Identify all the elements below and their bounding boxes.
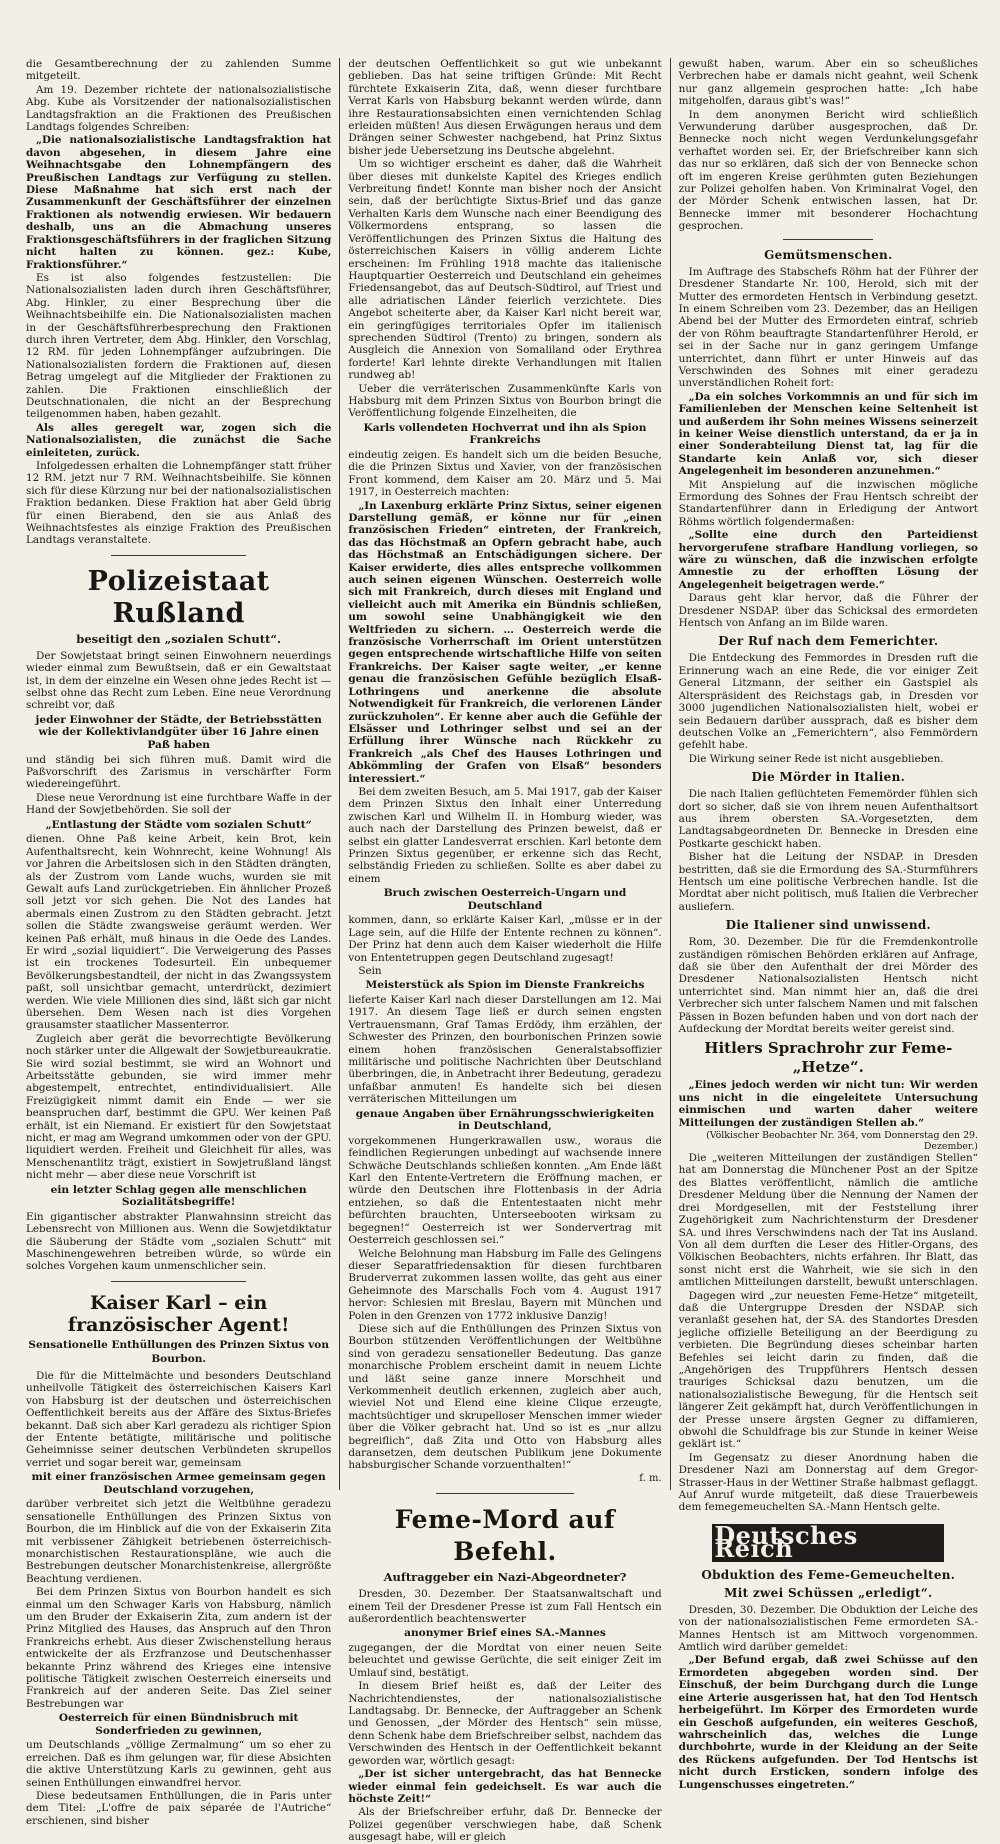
inline-subhead: Karls vollendeten Hochverrat und ihn als Spion Frankreichs: [363, 421, 647, 447]
article-quote: „Die nationalsozialistische Landtagsfraktion hat davon abgesehen, in diesem Jahre eine Weihnachtsgabe den Lohnempfängern des Preußischen Landtags zur Verfügung zu stellen. Diese Maßnahme hat sich erst nach der Zusammenkunft der Geschäftsführer der einzelnen Fraktionen als notwendig erwiesen. Wir bedauern deshalb, uns an die Abmachung unseres Fraktionsgeschäftsführers in der fraglichen Sitzung nicht halten zu können. gez.: Kube, Fraktionsführer.“: [26, 134, 332, 271]
subheadline-polizeistaat: beseitigt den „sozialen Schutt“.: [76, 631, 282, 646]
article-text: Ueber die verräterischen Zusammenkünfte Karls von Habsburg mit dem Prinzen Sixtus von Bourbon bringt die Veröffentlichung folgende Einzelheiten, die: [348, 382, 662, 420]
section-banner-deutsches-reich: [712, 1521, 944, 1563]
article-text: Im Gegensatz zu dieser Anordnung haben die Dresdener Nazi am Donnerstag auf dem Gregor-Strasser-Haus in der Wettiner Straße halbmast geflaggt. Auf Anruf wurde mitgeteilt, daß diese Trauerbeweis dem femegemeuchelten SA.-Mann Hentsch gelte.: [678, 1451, 978, 1514]
article-text: Diese neue Verordnung ist eine furchtbare Waffe in der Hand der Sowjetbehörden. Sie soll der: [26, 791, 332, 817]
article-quote: „Eines jedoch werden wir nicht tun: Wir werden uns nicht in die eingeleitete Untersuchung einmischen und warten daher weitere Mitteilungen der zuständigen Stellen ab.“: [678, 1079, 978, 1129]
inline-subhead: mit einer französischen Armee gemeinsam gegen Deutschland vorzugehen,: [31, 1471, 326, 1496]
article-quote: „Sollte eine durch den Parteidienst hervorgerufene strafbare Handlung vorliegen, so wäre zu wünschen, daß die inzwischen erfolgte Amnestie zu der erhofften Lösung der Angelegenheit beigetragen werde.“: [678, 529, 978, 591]
article-text: Daraus geht klar hervor, daß die Führer der Dresdener NSDAP. über das Schicksal des ermordeten Hentsch von Anfang an im Bilde waren.: [678, 592, 978, 630]
article-text: Ein gigantischer abstrakter Planwahnsinn streicht das Lebensrecht von Millionen aus. Wenn die Sowjetdiktatur die Säuberung der Städte vom „sozialen Schutt“ mit Maschinengewehren betreiben würde, so würde ein solches Vorgehen kaum unmenschlicher sein.: [26, 1210, 332, 1273]
article-text: zugegangen, der die Mordtat von einer neuen Seite beleuchtet und gewisse Gerüchte, die seit einiger Zeit im Umlauf sind, bestätigt.: [348, 1642, 662, 1679]
article-text: Dagegen wird „zur neuesten Feme-Hetze“ mitgeteilt, daß die Untergruppe Dresden der NSDAP. sich veranlaßt gesehen hat, der SA. des Standortes Dresden jegliche offizielle Beteiligung an der Beerdigung zu verbieten. Die Begründung dieses scheinbar harten Befehles sei leicht darin zu finden, daß die „Angehörigen des Truppführers Hentsch dessen trauriges Schicksal dazu benutzen, um die nationalsozialistische Bewegung, für die Hentsch seit längerer Zeit gekämpft hat, durch Veröffentlichungen in der Presse unsere ärgsten Gegner zu diffamieren, obwohl die Schuldfrage bis zur Stunde in keiner Weise geklärt ist.“: [678, 1289, 978, 1451]
article-quote: „Da ein solches Vorkommnis an und für sich im Familienleben der Menschen keine Seltenheit ist und außerdem ihr Sohn meines Wissens seinerzeit in keiner Weise dienstlich unterstand, da er ja in einer Sonderabteilung Dienst tat, lag für die Standarte kein Anlaß vor, sich dieser Angelegenheit im besonderen anzunehmen.“: [678, 390, 978, 478]
article-text: vorgekommenen Hungerkrawallen usw., woraus die feindlichen Regierungen unbedingt auf wachsende innere Schwäche Deutschlands schließen konnten. „Am Ende läßt Karl den Entente-Vertretern die Eröffnung machen, er würde den Deutschen ihre Flottenbasis in der Adria entziehen, so daß die Ententestaaten nicht mehr befürchten brauchten, Unterseebooten wirksam zu begegnen!“ Oesterreich ist wer Sondervertrag mit Oesterreich geschlossen sei.“: [348, 1134, 662, 1247]
article-text: Dresden, 30. Dezember. Der Staatsanwaltschaft und einem Teil der Dresdener Presse ist zum Fall Hentsch ein außerordentlich beachtenswerter: [348, 1588, 662, 1626]
inline-subhead: Bruch zwischen Oesterreich-Ungarn und Deutschland: [383, 887, 627, 912]
article-text: eindeutig zeigen. Es handelt sich um die beiden Besuche, die die Prinzen Sixtus und Xavier, von der französischen Front kommend, dem Kaiser am 20. März und 5. Mai 1917, in Oesterreich machten:: [348, 448, 662, 499]
headline-sprachrohr: Hitlers Sprachrohr zur Feme-„Hetze“.: [704, 1039, 953, 1077]
article-text: die Gesamtberechnung der zu zahlenden Summe mitgeteilt.: [26, 58, 332, 83]
headline-obduktion: Obduktion des Feme-Gemeuchelten.: [701, 1567, 956, 1582]
separator-rule: [436, 1493, 574, 1494]
article-text: darüber verbreitet sich jetzt die Weltbühne geradezu sensationelle Enthüllungen des Prinzen Sixtus von Bourbon, die im Hinblick auf die von der Exkaiserin Zita mit verbissener Zähigkeit betriebenen österreichisch-monarchistischen Restaurationspläne, wie auch die Bestrebungen deutscher Monarchistenkreise, allergrößte Beachtung verdienen.: [26, 1498, 332, 1585]
article-text: Zugleich aber gerät die bevorrechtigte Bevölkerung noch stärker unter die Allgewalt der Sowjetbureaukratie. Sie wird sozial bestimmt, sie wird an Wohnort und Arbeitsstätte gebunden, sie wird immer mehr abgestempelt, entrechtet, entindividualisiert. Alle Freizügigkeit nimmt damit ein Ende — wer sie beanspruchen darf, bestimmt die GPU. Wer keinen Paß erhält, ist ein Niemand. Er existiert für den Sowjetstaat nicht, er mag am Wegrand umkommen oder von der GPU. liquidiert werden. Freiheit und Gleichheit für alles, was Menschenantlitz trägt, existiert in Sowjetrußland längst nicht mehr — aber diese neue Vorschrift ist: [26, 1032, 332, 1182]
section-banner-label: Deutsches Reich: [714, 1521, 858, 1563]
article-text: Die Entdeckung des Femmordes in Dresden ruft die Erinnerung wach an eine Rede, die vor einiger Zeit General Litzmann, der seither ein Gastspiel als Alterspräsident des Reichstags gab, in Dresden vor 3000 jugendlichen Nationalsozialisten hielt, wobei er sein Bedauern darüber aussprach, daß es bisher dem deutschen Volke an „Femerichtern“, also Femmördern gefehlt habe.: [678, 652, 978, 752]
article-quote: „In Laxenburg erklärte Prinz Sixtus, seiner eigenen Darstellung gemäß, er könne nur für „einen französischen Frieden“ eintreten, der Frankreich, das das Höchstmaß an Opfern gebracht habe, auch das Höchstmaß an Entschädigungen sichere. Der Kaiser erwiderte, dies alles entspreche vollkommen auch seinen eigenen Wünschen. Oesterreich wolle sich mit Frankreich, durch dieses mit England und vielleicht auch mit Amerika ein Bündnis schließen, um sowohl seine Unabhängigkeit wie den Weltfrieden zu sichern. … Oesterreich werde die französische Vorherrschaft im Orient unterstützen gegen entsprechende wirtschaftliche Hilfe von seiten Frankreichs. Der Kaiser sagte weiter, „er kenne genau die französischen Gefühle bezüglich Elsaß-Lothringens und anerkenne die absolute Notwendigkeit für Frankreich, die verlorenen Länder zurückzuholen“. Er kenne aber auch die Gefühle der Elsässer und Lothringer selbst und sei an der Erfüllung ihrer Wünsche nach Rückkehr zu Frankreich „als Chef des Hauses Lothringen und Abkömmling der Grafen von Elsaß“ besonders interessiert.“: [348, 499, 662, 785]
article-text: Dresden, 30. Dezember. Die Obduktion der Leiche des von der nationalsozialistischen Feme ermordeten SA.-Mannes Hentsch ist am Mittwoch vorgenommen. Amtlich wird darüber gemeldet:: [678, 1603, 978, 1654]
inline-subhead: genaue Angaben über Ernährungsschwierigkeiten in Deutschland,: [355, 1107, 655, 1133]
inline-subhead: Meisterstück als Spion im Dienste Frankreichs: [365, 979, 645, 992]
article-text: Um so wichtiger erscheint es daher, daß die Wahrheit über dieses mit dunkelste Kapitel des Krieges endlich Verbreitung findet! Konnte man bisher noch der Ansicht sein, daß der berüchtigte Sixtus-Brief und das ganze Verhalten Karls dem Wunsche nach einer Beendigung des Völkermordens entsprang, so lassen die Veröffentlichungen des Prinzen Sixtus die Haltung des österreichischen Kaisers in völlig anderem Lichte erscheinen: Im Frühling 1918 machte das italienische Hauptquartier Oesterreich und Deutschland ein geheimes Friedensangebot, das auf Deutsch-Südtirol, auf Triest und alle adriatischen Länder feierlich verzichtete. Dies Angebot scheiterte aber, da Kaiser Karl nicht bereit war, ein geringfügiges territoriales Opfer im italienisch sprechenden Südtirol (Trento) zu bringen, sondern als Ausgleich die Annexion von Somaliland oder Erythrea forderte! Karl lehnte direkte Verhandlungen mit Italien rundweg ab!: [348, 158, 662, 382]
inline-subhead: ein letzter Schlag gegen alle menschlichen Sozialitätsbegriffe!: [50, 1183, 307, 1209]
article-text: In diesem Brief heißt es, daß der Leiter des Nachrichtendienstes, der nationalsozialistische Landtagsabg. Dr. Bennecke, der Auftraggeber an Schenk und Genossen, „der Mörder des Hentsch“ sein müsse, denn Schenk habe dem Briefschreiber selbst, nachdem das Verschwinden des Hentsch in der Oeffentlichkeit bekannt geworden war, wörtlich gesagt:: [348, 1680, 662, 1767]
article-text: Als alles geregelt war, zogen sich die Nationalsozialisten, die zunächst die Sache einleiteten, zurück.: [26, 421, 332, 459]
article-text: Am 19. Dezember richtete der nationalsozialistische Abg. Kube als Vorsitzender der nationalsozialistischen Landtagsfraktion an die Fraktionen des Preußischen Landtags folgendes Schreiben:: [26, 83, 332, 134]
inline-subhead: „Entlastung der Städte vom sozialen Schutt“: [45, 818, 312, 831]
column-3: [671, 58, 986, 1791]
headline-femerichter: Der Ruf nach dem Femerichter.: [718, 634, 939, 649]
article-text: kommen, dann, so erklärte Kaiser Karl, „müsse er in der Lage sein, auf die Hilfe der Entente rechnen zu können“. Der Prinz hat denn auch dem Kaiser wiederholt die Hilfe von Ententetruppen gegen Deutschland zugesagt!: [348, 914, 662, 964]
article-quote: „Der ist sicher untergebracht, das hat Bennecke wieder einmal fein gedeichselt. Es war auch die höchste Zeit!“: [348, 1768, 662, 1805]
separator-rule: [783, 239, 873, 240]
article-text: Mit Anspielung auf die inzwischen mögliche Ermordung des Sohnes der Frau Hentsch schreibt der Standartenführer dann in Erledigung der Antwort Röhms wörtlich folgendermaßen:: [678, 478, 978, 528]
article-text: um Deutschlands „völlige Zermalmung“ um so eher zu erreichen. Daß es ihm gelungen war, für diese Absichten die aktive Unterstützung Karls zu gewinnen, geht aus seinen Enthüllungen einwandfrei hervor.: [26, 1739, 332, 1789]
article-text: Diese bedeutsamen Enthüllungen, die in Paris unter dem Titel: „L'offre de paix séparée de l'Autriche“ erschienen, sind bisher: [26, 1790, 332, 1827]
article-text: In dem anonymen Bericht wird schließlich Verwunderung darüber ausgesprochen, daß Dr. Bennecke noch nicht wegen Verdunkelungsgefahr verhaftet worden sei. Er, der Briefschreiber kann sich das nur so erklären, daß sich der von Bennecke schon oft im engeren Kreise gerühmten guten Beziehungen zur Polizei geholfen haben. Von Kriminalrat Vogel, den der Mörder Schenk entwischen lassen, hat Dr. Bennecke immer mit besonderer Hochachtung gesprochen.: [678, 108, 978, 233]
inline-subhead: jeder Einwohner der Städte, der Betriebsstätten wie der Kollektivlandgüter über 16 Jahre einen Paß haben: [35, 713, 322, 752]
headline-moerder-italien: Die Mörder in Italien.: [751, 770, 906, 785]
source-note: (Völkischer Beobachter Nr. 364, vom Donnerstag den 29. Dezember.): [706, 1130, 978, 1153]
article-text: Die „weiteren Mitteilungen der zuständigen Stellen“ hat am Donnerstag die Münchener Post an der Spitze des Blattes veröffentlicht, nämlich die amtliche Dresdener Meldung über die Nennung der Namen der drei Mordgesellen, mit der Feststellung ihrer Zugehörigkeit zum Nachrichtensturm der Dresdener SA. und ihres Verschwindens nach der Tat ins Ausland. Von all dem durften die Leser des Hitler-Organs, des Völkischen Beobachters, nichts erfahren. Ihr Blatt, das sonst nicht erst die Wahrheit, wie sie sich in den amtlichen Mitteilungen darstellt, bewußt unterschlagen.: [678, 1152, 978, 1289]
headline-italiener: Die Italiener sind unwissend.: [725, 918, 932, 933]
article-text: Die für die Mittelmächte und besonders Deutschland unheilvolle Tätigkeit des österreichischen Kaisers Karl von Habsburg ist der deutschen und österreichischen Oeffentlichkeit bereits aus der Affäre des Sixtus-Briefes bekannt. Daß sich aber Karl geradezu als richtiger Spion der Entente betätigte, militärische und politische Geheimnisse seiner deutschen Verbündeten skrupellos verriet und sogar bereit war, gemeinsam: [26, 1369, 332, 1469]
subheadline-feme-mord: Auftraggeber ein Nazi-Abgeordneter?: [383, 1570, 627, 1585]
article-text: Infolgedessen erhalten die Lohnempfänger statt früher 12 RM. jetzt nur 7 RM. Weihnachtsbeihilfe. Sie können sich für diese Kürzung nur bei der nationalsozialistischen Fraktion bedanken. Diese Fraktion hat aber Geld übrig für einen Bierabend, den sie aus Anlaß des Weihnachtsfestes als einzige Fraktion des Preußischen Landtags veranstaltete.: [26, 460, 332, 547]
column-2: [340, 58, 669, 1844]
inline-subhead: anonymer Brief eines SA.-Mannes: [404, 1627, 606, 1640]
article-text: lieferte Kaiser Karl nach dieser Darstellungen am 12. Mai 1917. An diesem Tage ließ er durch seinen engsten Vertrauensmann, Graf Tamas Erdödy, ihm erzählen, der Schwester des Prinzen, den bourbonischen Prinzen sowie einem hohen französischen Generalstabsoffizier militärische und politische Nachrichten über Deutschland überbringen, die, in Anbetracht ihrer Bedeutung, geradezu unfaßbar anmuten! Es handelte sich bei diesen verräterischen Mitteilungen um: [348, 994, 662, 1106]
headline-kaiser-karl: Kaiser Karl – ein französischer Agent!: [67, 1291, 290, 1336]
subheadline-kaiser-karl: Sensationelle Enthüllungen des Prinzen Sixtus von Bourbon.: [28, 1338, 329, 1365]
article-text: Bei dem Prinzen Sixtus von Bourbon handelt es sich einmal um den Schwager Karls von Habsburg, nämlich um den Bruder der Exkaiserin Zita, zum andern ist der Prinz Mitglied des Hauses, das Anspruch auf den Thron Frankreichs erhebt. Aus dieser Zwischenstellung heraus entwickelte der als Erzfranzose und Deutschenhasser bekannte Prinz während des Krieges eine intensive politische Tätigkeit zwischen Oesterreich einerseits und Frankreich auf der anderen Seite. Das Ziel seiner Bestrebungen war: [26, 1586, 332, 1710]
article-text: gewußt haben, warum. Aber ein so scheußliches Verbrechen habe er damals nicht geahnt, weil Schenk nur ganz allgemein gesprochen hatte: „Ich habe mitgeholfen, daraus gibt's was!“: [678, 58, 978, 108]
subheadline-obduktion: Mit zwei Schüssen „erledigt“.: [724, 1585, 933, 1600]
article-text: und ständig bei sich führen muß. Damit wird die Paßvorschrift des Zarismus in verschärfter Form wiedereingeführt.: [26, 753, 332, 791]
article-text: Bei dem zweiten Besuch, am 5. Mai 1917, gab der Kaiser dem Prinzen Sixtus den Inhalt einer Unterredung zwischen Karl und Wilhelm II. in Homburg wieder, was auch nach der Darstellung des Prinzen beweist, daß er selbst ein glatter Landesverrat erschien. Karl betonte dem Prinzen Sixtus gegenüber, er erkenne sich das Recht, selbständig Frieden zu schließen. Sollte es aber dabei zu einem: [348, 785, 662, 885]
article-text: Sein: [358, 965, 382, 977]
article-text: Als der Briefschreiber erfuhr, daß Dr. Bennecke der Polizei gegenüber verschwiegen habe, daß Schenk ausgesagt habe, will er gleich: [348, 1806, 662, 1844]
inline-subhead: Oesterreich für einen Bündnisbruch mit Sonderfrieden zu gewinnen,: [58, 1712, 299, 1737]
article-text: dienen. Ohne Paß keine Arbeit, kein Brot, kein Aufenthaltsrecht, kein Wohnrecht, keine Wohnung! Als vor Jahren die Arbeitslosen sich in den Städten drängten, als der Zustrom vom Lande wuchs, wurden sie mit Gewalt aufs Land zurückgetrieben. Ein ähnlicher Prozeß soll jetzt vor sich gehen. Die Not des Landes hat abermals einen Zustrom zu den Städten gebracht. Jetzt sollen die Städte zwangsweise geräumt werden. Wer keinen Paß erhält, muß hinaus in die Oede des Landes. Er wird „sozial liquidiert“. Die Verweigerung des Passes ist ein trockenes Todesurteil. Ein unbequemer Bevölkerungsbestandteil, der nicht in das Zwangssystem paßt, soll unsichtbar gemacht, unterdrückt, dezimiert werden. Wie viele Millionen dies sind, läßt sich gar nicht übersehen. Dem Wesen nach ist dies Vorgehen grausamster staatlicher Massenterror.: [26, 833, 332, 1032]
headline-feme-mord: Feme-Mord auf Befehl.: [394, 1505, 616, 1567]
article-quote: „Der Befund ergab, daß zwei Schüsse auf den Ermordeten abgegeben worden sind. Der Einschuß, der beim Durchgang durch die Lunge eine Arterie ausgerissen hat, hat den Tod Hentsch herbeigeführt. Im Körper des Ermordeten wurde ein Geschoß aufgefunden, ein weiteres Geschoß, wahrscheinlich das, welches die Lunge durchbohrte, wurde in der Kleidung an der Seite des Rückens aufgefunden. Der Tod Hentschs ist nicht durch Ersticken, sondern infolge des Lungenschusses eingetreten.“: [678, 1654, 978, 1791]
separator-rule: [111, 555, 245, 556]
article-text: Der Sowjetstaat bringt seinen Einwohnern neuerdings wieder einmal zum Bewußtsein, daß er ein Gewaltstaat ist, in dem der einzelne ein Wesen ohne jedes Recht ist — selbst ohne das Recht zum Leben. Eine neue Verordnung schreibt vor, daß: [26, 649, 332, 712]
article-text: Welche Belohnung man Habsburg im Falle des Gelingens dieser Separatfriedensaktion für diesen furchtbaren Bruderverrat zukommen lassen wollte, das geht aus einer Geheimnote des Marschalls Foch vom 4. August 1917 hervor: Schlesien mit Breslau, Bayern mit München und Polen in den Grenzen von 1772 inklusive Danzig!: [348, 1247, 662, 1322]
article-text: der deutschen Oeffentlichkeit so gut wie unbekannt geblieben. Das hat seine triftigen Gründe: Mit Recht fürchtete Exkaiserin Zita, daß, wenn dieser furchtbare Verrat Karls von Habsburg bekannt werden würde, dann ihre Restaurationsabsichten einen vernichtenden Schlag erleiden müßten! Aus diesen Erwägungen heraus und dem Drängen seiner Schwester nachgebend, hat Prinz Sixtus bisher jede Uebersetzung ins Deutsche abgelehnt.: [348, 58, 662, 157]
article-text: Rom, 30. Dezember. Die für die Fremdenkontrolle zuständigen römischen Behörden erklären auf Anfrage, daß sie über den Aufenthalt der drei Mörder des Dresdener Nationalsozialisten Hentsch nicht unterrichtet sind. Man nimmt hier an, daß die drei Verbrecher sich unter falschem Namen und mit falschen Pässen in Bozen befunden haben und von dort nach der Aufdeckung der Mordtat bereits weiter gereist sind.: [678, 936, 978, 1036]
article-text: Im Auftrage des Stabschefs Röhm hat der Führer der Dresdener Standarte Nr. 100, Herold, sich mit der Mutter des ermordeten Hentsch in Verbindung gesetzt. In einem Schreiben vom 23. Dezember, das an Heiligen Abend bei der Mutter des Ermordeten eintraf, schrieb der von Röhm beauftragte Standartenführer Herold, er sei in der Sache nur in ganz geringem Umfange unterrichtet, dann führt er unter Hinweis auf das Verschwinden des Sohnes mit einer geradezu unverständlichen Roheit fort:: [678, 265, 978, 390]
signature: f. m.: [639, 1472, 662, 1484]
article-text: Bisher hat die Leitung der NSDAP. in Dresden bestritten, daß sie die Ermordung des SA.-Sturmführers Hentsch um eine politische Verbrechen handle. Ist die Mordtat aber nicht politisch, muß Italien die Verbrecher ausliefern.: [678, 851, 978, 913]
separator-rule: [111, 1281, 245, 1282]
article-text: Die Wirkung seiner Rede ist nicht ausgeblieben.: [688, 752, 944, 765]
article-text: Die nach Italien geflüchteten Fememörder fühlen sich dort so sicher, daß sie von ihrem neuen Aufenthaltsort aus ihrem obersten SA.-Vorgesetzten, dem Landtagsabgeordneten Dr. Bennecke in Dresden eine Postkarte geschickt haben.: [678, 788, 978, 850]
article-text: Diese sich auf die Enthüllungen des Prinzen Sixtus von Bourbon stützenden Veröffentlichungen der Weltbühne sind von geradezu sensationeller Bedeutung. Das ganze monarchische Problem erscheint damit in neuem Lichte und läßt seine ganze innere Morschheit und Verkommenheit deutlich erkennen, zugleich aber auch, wieviel Not und Elend eine kleine Clique erzeugte, machtsüchtiger und skrupelloser Menschen immer wieder über die Völker gebracht hat. Und so ist es „nur allzu begreiflich“, daß Zita und Otto von Habsburg alles daransetzen, dem deutschen Publikum jene Dokumente habsburgischer Schande vorzuenthalten!“: [348, 1322, 662, 1472]
headline-polizeistaat: Polizeistaat Rußland: [87, 565, 270, 629]
headline-gemuetsmenschen: Gemütsmenschen.: [764, 247, 893, 262]
article-text: Es ist also folgendes festzustellen: Die Nationalsozialisten laden durch ihren Geschäftsführer, Abg. Hinkler, zu einer Besprechung über die Weihnachtsbeihilfe ein. Die Nationalsozialisten machen in der Geschäftsführerbesprechung den Fraktionen durch ihren Vertreter, dem Abg. Hinkler, den Vorschlag, 12 RM. für jeden Lohnempfänger aufzubringen. Die Nationalsozialisten fordern die Fraktionen auf, diesen Betrag umgelegt auf die Mitglieder der Fraktionen zu zahlen. Die Fraktionen einschließlich der Deutschnationalen, die nicht an der Besprechung teilgenommen haben, haben gezahlt.: [26, 271, 332, 421]
column-1: [18, 58, 339, 1827]
